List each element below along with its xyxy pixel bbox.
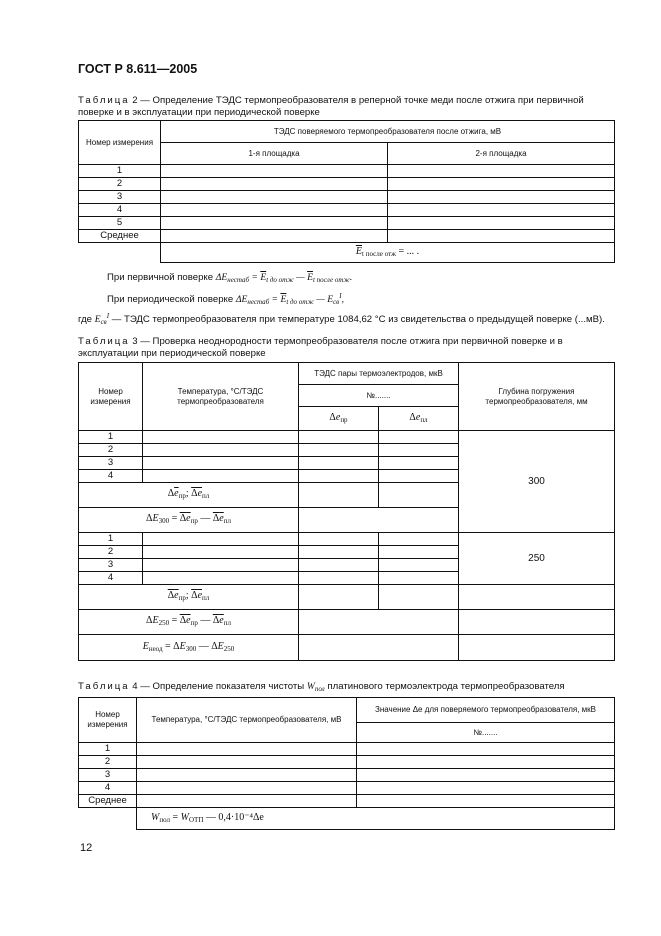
t3-cell[interactable]	[379, 483, 459, 508]
table4-caption-a: 4 — Определение показателя чистоты	[132, 681, 305, 692]
t2-summary-var: $\overline{E}$	[355, 245, 362, 257]
t2-summary-sub: t после отж	[362, 249, 396, 258]
t3-cell[interactable]	[299, 533, 379, 546]
t2-cell[interactable]	[388, 230, 615, 243]
table4-caption-b: платинового термоэлектрода термопреобразователя	[327, 681, 565, 692]
t2-row-num: 3	[79, 191, 161, 204]
table2-caption-text: 2 — Определение ТЭДС термопреобразователя в реперной точке меди после отжига при первичной поверке и в эксплуатации при периодической поверке	[78, 95, 584, 118]
t4-cell[interactable]	[137, 756, 357, 769]
t3-cell[interactable]	[379, 470, 459, 483]
t4-cell[interactable]	[357, 795, 615, 808]
document-code: ГОСТ Р 8.611—2005	[78, 62, 198, 76]
note-where-prefix: где	[78, 314, 93, 325]
t2-row-num: 2	[79, 178, 161, 191]
t2-cell[interactable]	[161, 230, 388, 243]
t3-cell[interactable]	[299, 457, 379, 470]
t3-row-num: 2	[79, 546, 143, 559]
t2-row-avg: Среднее	[79, 230, 161, 243]
t2-col-measure: Номер измерения	[79, 121, 161, 165]
t3-mean-formula-250: $\Delta e_{пр}$; $\Delta e_{пл}$	[79, 585, 299, 610]
t3-cell[interactable]	[379, 533, 459, 546]
t2-cell[interactable]	[161, 217, 388, 230]
note-where-text: — ТЭДС термопреобразователя при температуре 1084,62 °С из свидетельства о предыдущей поверке (...мВ).	[111, 314, 605, 325]
t4-cell[interactable]	[357, 743, 615, 756]
t3-col-pair: ТЭДС пары термоэлектродов, мкВ	[299, 363, 459, 385]
t2-cell[interactable]	[161, 204, 388, 217]
t2-cell[interactable]	[161, 165, 388, 178]
t3-cell[interactable]	[143, 470, 299, 483]
t3-row-num: 4	[79, 470, 143, 483]
note-periodic: При периодической поверке $\Delta E_{нестаб} = \overline{E}_{t до отж}$ — $E_{св}^I$,	[107, 292, 344, 306]
t3-cell[interactable]	[299, 572, 379, 585]
t3-col-de-pr: $\Delta e_{пр}$	[299, 407, 379, 431]
t3-col-no: №.......	[299, 385, 459, 407]
t3-col-measure: Номер измерения	[79, 363, 143, 431]
t4-col-value: Значение Δe для поверяемого термопреобразователя, мкВ	[357, 698, 615, 723]
note-where: где $E_{св}^I$ — ТЭДС термопреобразователя при температуре 1084,62 °С из свидетельства о предыдущей поверке (...мВ).	[78, 312, 605, 326]
t4-cell[interactable]	[137, 769, 357, 782]
t3-cell[interactable]	[143, 533, 299, 546]
t4-formula-tail: — 0,4·10⁻⁴Δe	[205, 811, 264, 823]
note-periodic-label: При периодической поверке	[107, 294, 234, 305]
t2-col-tedc: ТЭДС поверяемого термопреобразователя после отжига, мВ	[161, 121, 615, 143]
t3-nonuniformity-formula: $E_{неод} = \Delta E_{300}$ — $\Delta E_{250}$	[79, 635, 299, 661]
t3-cell[interactable]	[299, 470, 379, 483]
t2-cell[interactable]	[388, 217, 615, 230]
t4-cell[interactable]	[137, 795, 357, 808]
t4-row-num: 1	[79, 743, 137, 756]
t3-cell[interactable]	[379, 585, 459, 610]
t2-summary-formula	[161, 243, 615, 263]
t2-row-num: 1	[79, 165, 161, 178]
t3-cell[interactable]	[379, 546, 459, 559]
t2-cell[interactable]	[388, 204, 615, 217]
t3-cell[interactable]	[299, 610, 459, 635]
t4-cell[interactable]	[137, 743, 357, 756]
table3-caption-text: 3 — Проверка неоднородности термопреобразователя после отжига при первичной поверке и в эксплуатации при периодической поверке	[78, 336, 563, 359]
t3-cell[interactable]	[143, 457, 299, 470]
t3-cell[interactable]	[143, 546, 299, 559]
t4-row-num: 3	[79, 769, 137, 782]
t3-cell[interactable]	[299, 444, 379, 457]
table2-caption	[78, 95, 618, 119]
t3-cell[interactable]	[379, 431, 459, 444]
table4-caption: Таблица 4 — Определение показателя чистоты $W_{пол}$ платинового термоэлектрода термопреобразователя	[78, 681, 565, 693]
t3-mean-formula-300: $\Delta\overline{e}_{пр}$; $\Delta e_{пл}$	[79, 483, 299, 508]
t3-cell[interactable]	[299, 508, 459, 533]
note-primary-label: При первичной поверке	[107, 272, 214, 283]
t2-cell[interactable]	[161, 178, 388, 191]
t3-depth-300: 300	[459, 431, 615, 533]
t4-cell[interactable]	[357, 769, 615, 782]
table2-word: Таблица	[78, 95, 130, 106]
t3-cell[interactable]	[299, 483, 379, 508]
t4-purity-formula: $W_{пол} = W_{ОТП}$ — 0,4·10⁻⁴Δe	[137, 808, 615, 830]
t4-row-num: 2	[79, 756, 137, 769]
t4-cell[interactable]	[357, 756, 615, 769]
note-primary: При первичной поверке $\Delta E_{нестаб} = \overline{E}_{t до отж}$ — $\overline{E}_{t после отж}$.	[107, 272, 353, 284]
t3-cell[interactable]	[379, 559, 459, 572]
t3-col-de-pl: $\Delta e_{пл}$	[379, 407, 459, 431]
t2-col-site1: 1-я площадка	[161, 143, 388, 165]
t3-cell[interactable]	[143, 559, 299, 572]
t3-row-num: 2	[79, 444, 143, 457]
t3-cell[interactable]	[459, 635, 615, 661]
t2-cell[interactable]	[161, 191, 388, 204]
t4-col-temp: Температура, °С/ТЭДС термопреобразователя, мВ	[137, 698, 357, 743]
table3	[78, 362, 615, 661]
t3-depth-250: 250	[459, 533, 615, 585]
t3-cell[interactable]	[459, 610, 615, 635]
t3-cell[interactable]	[379, 572, 459, 585]
t3-row-num: 1	[79, 533, 143, 546]
t3-col-depth: Глубина погружения термопреобразователя, мм	[459, 363, 615, 431]
t4-cell[interactable]	[137, 782, 357, 795]
t3-col-temp: Температура, °С/ТЭДС термопреобразователя	[143, 363, 299, 431]
t4-row-avg: Среднее	[79, 795, 137, 808]
t3-cell[interactable]	[379, 444, 459, 457]
t2-cell[interactable]	[388, 191, 615, 204]
t3-de300-formula: $\Delta E_{300} = \Delta e_{пр}$ — $\Delta e_{пл}$	[79, 508, 299, 533]
t3-row-num: 1	[79, 431, 143, 444]
t3-row-num: 3	[79, 457, 143, 470]
t3-cell[interactable]	[143, 444, 299, 457]
t3-cell[interactable]	[143, 572, 299, 585]
t4-col-measure: Номер измерения	[79, 698, 137, 743]
t3-cell[interactable]	[459, 585, 615, 610]
t3-cell[interactable]	[299, 559, 379, 572]
table4	[78, 697, 615, 830]
t2-row-num: 4	[79, 204, 161, 217]
t3-cell[interactable]	[143, 431, 299, 444]
t3-cell[interactable]	[299, 635, 459, 661]
page-number: 12	[80, 842, 93, 854]
t2-cell[interactable]	[388, 178, 615, 191]
t3-cell[interactable]	[299, 546, 379, 559]
t4-cell[interactable]	[357, 782, 615, 795]
t2-summary-tail: = ... .	[398, 245, 420, 257]
t4-col-no: №.......	[357, 723, 615, 743]
t3-row-num: 3	[79, 559, 143, 572]
t2-col-site2: 2-я площадка	[388, 143, 615, 165]
table3-caption	[78, 336, 618, 360]
table4-word: Таблица	[78, 681, 130, 692]
t4-row-num: 4	[79, 782, 137, 795]
t2-row-num: 5	[79, 217, 161, 230]
t3-de250-formula: $\Delta E_{250} = \Delta e_{пр}$ — $\Delta e_{пл}$	[79, 610, 299, 635]
table3-word: Таблица	[78, 336, 130, 347]
t2-cell[interactable]	[388, 165, 615, 178]
table2	[78, 120, 615, 263]
t3-cell[interactable]	[299, 585, 379, 610]
t3-row-num: 4	[79, 572, 143, 585]
t3-cell[interactable]	[379, 457, 459, 470]
t3-cell[interactable]	[299, 431, 379, 444]
